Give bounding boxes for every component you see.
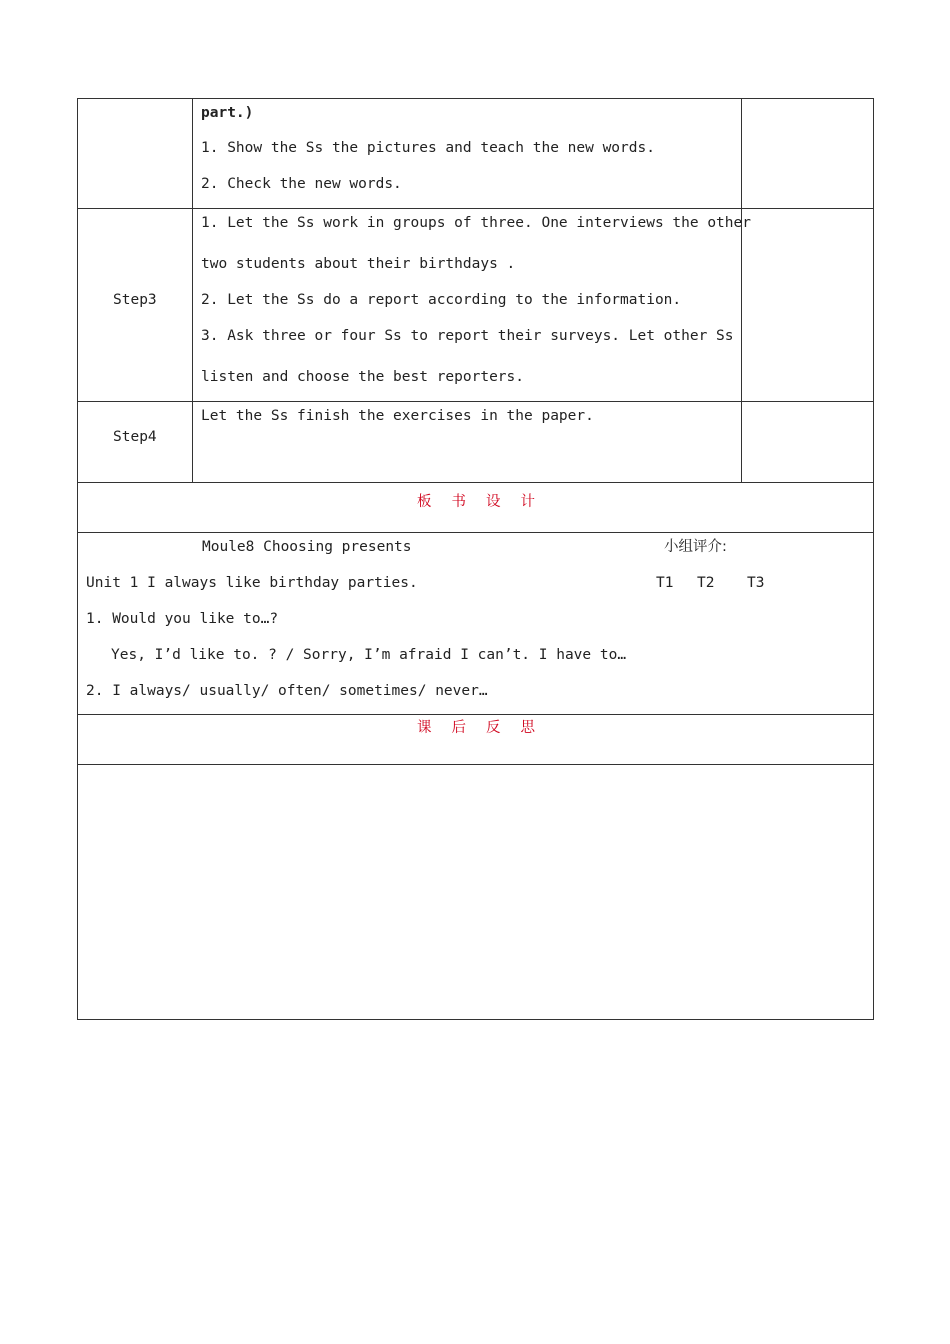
step3-line: 1. Let the Ss work in groups of three. One interviews the other [201,215,751,231]
part-line: 1. Show the Ss the pictures and teach the new words. [201,140,655,156]
board-line: 1. Would you like to…? [86,611,279,627]
column-divider-right [741,98,742,483]
board-line: 2. I always/ usually/ often/ sometimes/ never… [86,683,488,699]
team-label: T1 [656,575,674,591]
step3-label: Step3 [113,292,157,308]
team-label: T2 [697,575,715,591]
row-divider [77,714,874,715]
table-border-bottom [77,1019,874,1020]
team-label: T3 [747,575,765,591]
group-eval-label: 小组评介: [664,539,727,555]
board-design-heading: 板书设计 [417,494,555,510]
step3-line: two students about their birthdays . [201,256,516,272]
part-line: part.) [201,105,254,121]
step4-line: Let the Ss finish the exercises in the paper. [201,408,594,424]
row-divider [77,401,874,402]
row-divider [77,482,874,483]
column-divider-left [192,98,193,483]
reflection-area [78,765,873,1019]
row-divider [77,532,874,533]
table-border-right [873,98,874,1020]
module-title: Moule8 Choosing presents [202,539,412,555]
step3-line: 3. Ask three or four Ss to report their surveys. Let other Ss [201,328,734,344]
unit-title: Unit 1 I always like birthday parties. [86,575,418,591]
part-line: 2. Check the new words. [201,176,402,192]
reflection-heading: 课后反思 [417,720,555,736]
row-divider [77,208,874,209]
step3-line: 2. Let the Ss do a report according to the information. [201,292,682,308]
step3-line: listen and choose the best reporters. [201,369,525,385]
step4-label: Step4 [113,429,157,445]
table-border-top [77,98,874,99]
board-line: Yes, I’d like to. ? / Sorry, I’m afraid I can’t. I have to… [111,647,627,663]
